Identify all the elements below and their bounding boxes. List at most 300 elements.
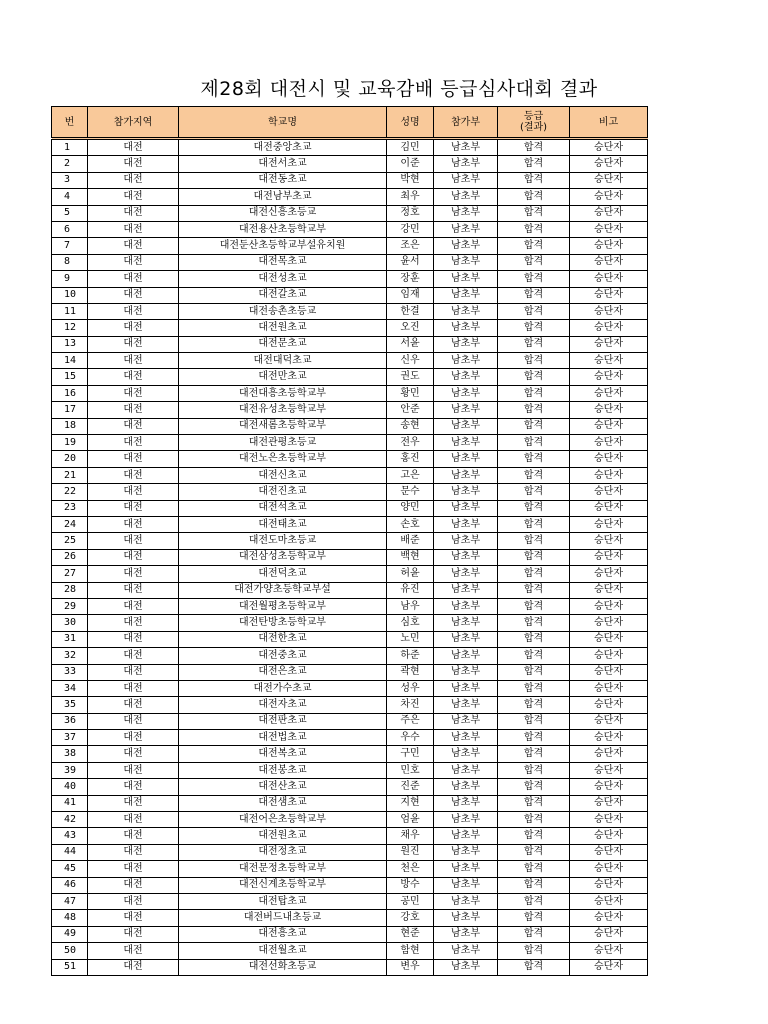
results-table bbox=[51, 106, 648, 976]
cell-school: 대전샘초교 bbox=[179, 795, 387, 811]
cell-note: 승단자 bbox=[570, 353, 648, 369]
cell-event: 남초부 bbox=[434, 812, 498, 828]
cell-school: 대전탑초교 bbox=[179, 893, 387, 909]
table-row bbox=[52, 598, 648, 614]
cell-event: 남초부 bbox=[434, 549, 498, 565]
cell-no: 25 bbox=[52, 533, 88, 549]
table-row bbox=[52, 254, 648, 270]
cell-school: 대전월평초등학교부 bbox=[179, 598, 387, 614]
cell-grade: 합격 bbox=[498, 910, 570, 926]
cell-no: 47 bbox=[52, 893, 88, 909]
cell-name: 차진 bbox=[387, 697, 434, 713]
cell-no: 29 bbox=[52, 598, 88, 614]
table-row bbox=[52, 271, 648, 287]
cell-name: 노민 bbox=[387, 631, 434, 647]
cell-region: 대전 bbox=[88, 566, 179, 582]
cell-event: 남초부 bbox=[434, 320, 498, 336]
cell-school: 대전중초교 bbox=[179, 648, 387, 664]
cell-region: 대전 bbox=[88, 582, 179, 598]
cell-name: 심호 bbox=[387, 615, 434, 631]
cell-note: 승단자 bbox=[570, 713, 648, 729]
header-grade-line1: 등급 bbox=[523, 111, 544, 122]
cell-grade: 합격 bbox=[498, 369, 570, 385]
cell-grade: 합격 bbox=[498, 467, 570, 483]
cell-school: 대전대덕초교 bbox=[179, 353, 387, 369]
cell-name: 홍진 bbox=[387, 451, 434, 467]
header-no: 번 bbox=[52, 107, 88, 139]
cell-no: 9 bbox=[52, 271, 88, 287]
table-row bbox=[52, 221, 648, 237]
cell-grade: 합격 bbox=[498, 238, 570, 254]
cell-event: 남초부 bbox=[434, 680, 498, 696]
page-title: 제28회 대전시 및 교육감배 등급심사대회 결과 bbox=[200, 78, 598, 100]
cell-school: 대전문정초등학교부 bbox=[179, 861, 387, 877]
cell-note: 승단자 bbox=[570, 730, 648, 746]
cell-school: 대전버드내초등교 bbox=[179, 910, 387, 926]
table-row bbox=[52, 615, 648, 631]
cell-no: 12 bbox=[52, 320, 88, 336]
table-row bbox=[52, 861, 648, 877]
cell-name: 정호 bbox=[387, 205, 434, 221]
cell-name: 손호 bbox=[387, 516, 434, 532]
cell-school: 대전문초교 bbox=[179, 336, 387, 352]
cell-school: 대전중앙초교 bbox=[179, 139, 387, 156]
cell-region: 대전 bbox=[88, 189, 179, 205]
cell-event: 남초부 bbox=[434, 287, 498, 303]
table-row bbox=[52, 435, 648, 451]
table-row bbox=[52, 631, 648, 647]
cell-region: 대전 bbox=[88, 418, 179, 434]
cell-note: 승단자 bbox=[570, 467, 648, 483]
cell-school: 대전갈초교 bbox=[179, 287, 387, 303]
cell-school: 대전둔산초등학교부설유치원 bbox=[179, 238, 387, 254]
cell-name: 천은 bbox=[387, 861, 434, 877]
cell-name: 송현 bbox=[387, 418, 434, 434]
cell-school: 대전관평초등교 bbox=[179, 435, 387, 451]
cell-name: 임재 bbox=[387, 287, 434, 303]
cell-event: 남초부 bbox=[434, 500, 498, 516]
cell-grade: 합격 bbox=[498, 254, 570, 270]
table-row bbox=[52, 402, 648, 418]
cell-name: 원진 bbox=[387, 844, 434, 860]
cell-region: 대전 bbox=[88, 254, 179, 270]
cell-name: 서윤 bbox=[387, 336, 434, 352]
cell-no: 2 bbox=[52, 156, 88, 172]
cell-note: 승단자 bbox=[570, 828, 648, 844]
cell-event: 남초부 bbox=[434, 254, 498, 270]
cell-no: 41 bbox=[52, 795, 88, 811]
cell-grade: 합격 bbox=[498, 680, 570, 696]
cell-note: 승단자 bbox=[570, 910, 648, 926]
cell-no: 7 bbox=[52, 238, 88, 254]
cell-note: 승단자 bbox=[570, 336, 648, 352]
cell-event: 남초부 bbox=[434, 828, 498, 844]
table-row bbox=[52, 287, 648, 303]
table-row bbox=[52, 172, 648, 188]
cell-school: 대전가수초교 bbox=[179, 680, 387, 696]
cell-event: 남초부 bbox=[434, 516, 498, 532]
cell-no: 26 bbox=[52, 549, 88, 565]
cell-school: 대전한초교 bbox=[179, 631, 387, 647]
table-row bbox=[52, 779, 648, 795]
cell-grade: 합격 bbox=[498, 812, 570, 828]
cell-no: 14 bbox=[52, 353, 88, 369]
cell-event: 남초부 bbox=[434, 533, 498, 549]
cell-name: 장훈 bbox=[387, 271, 434, 287]
cell-note: 승단자 bbox=[570, 795, 648, 811]
cell-school: 대전노은초등학교부 bbox=[179, 451, 387, 467]
table-row bbox=[52, 697, 648, 713]
table-row bbox=[52, 353, 648, 369]
cell-no: 36 bbox=[52, 713, 88, 729]
cell-event: 남초부 bbox=[434, 893, 498, 909]
cell-no: 42 bbox=[52, 812, 88, 828]
cell-no: 19 bbox=[52, 435, 88, 451]
header-note: 비고 bbox=[570, 107, 648, 139]
cell-note: 승단자 bbox=[570, 189, 648, 205]
cell-region: 대전 bbox=[88, 205, 179, 221]
cell-no: 34 bbox=[52, 680, 88, 696]
cell-event: 남초부 bbox=[434, 205, 498, 221]
cell-school: 대전신계초등학교부 bbox=[179, 877, 387, 893]
cell-name: 변우 bbox=[387, 959, 434, 975]
cell-note: 승단자 bbox=[570, 762, 648, 778]
cell-grade: 합격 bbox=[498, 566, 570, 582]
cell-school: 대전원초교 bbox=[179, 320, 387, 336]
cell-note: 승단자 bbox=[570, 943, 648, 959]
header-event: 참가부 bbox=[434, 107, 498, 139]
cell-name: 강민 bbox=[387, 221, 434, 237]
cell-note: 승단자 bbox=[570, 287, 648, 303]
cell-no: 32 bbox=[52, 648, 88, 664]
cell-note: 승단자 bbox=[570, 484, 648, 500]
cell-no: 33 bbox=[52, 664, 88, 680]
cell-note: 승단자 bbox=[570, 664, 648, 680]
cell-name: 채우 bbox=[387, 828, 434, 844]
cell-note: 승단자 bbox=[570, 844, 648, 860]
cell-no: 45 bbox=[52, 861, 88, 877]
cell-grade: 합격 bbox=[498, 435, 570, 451]
cell-grade: 합격 bbox=[498, 893, 570, 909]
table-row bbox=[52, 582, 648, 598]
table-row bbox=[52, 893, 648, 909]
table-row bbox=[52, 369, 648, 385]
cell-name: 박현 bbox=[387, 172, 434, 188]
cell-school: 대전덕초교 bbox=[179, 566, 387, 582]
cell-grade: 합격 bbox=[498, 828, 570, 844]
cell-region: 대전 bbox=[88, 533, 179, 549]
cell-school: 대전석초교 bbox=[179, 500, 387, 516]
table-row bbox=[52, 664, 648, 680]
cell-note: 승단자 bbox=[570, 402, 648, 418]
cell-event: 남초부 bbox=[434, 664, 498, 680]
cell-grade: 합격 bbox=[498, 418, 570, 434]
cell-school: 대전유성초등학교부 bbox=[179, 402, 387, 418]
cell-no: 46 bbox=[52, 877, 88, 893]
cell-event: 남초부 bbox=[434, 861, 498, 877]
cell-note: 승단자 bbox=[570, 615, 648, 631]
header-region: 참가지역 bbox=[88, 107, 179, 139]
cell-name: 백현 bbox=[387, 549, 434, 565]
cell-name: 유진 bbox=[387, 582, 434, 598]
cell-event: 남초부 bbox=[434, 844, 498, 860]
cell-note: 승단자 bbox=[570, 648, 648, 664]
cell-no: 38 bbox=[52, 746, 88, 762]
cell-region: 대전 bbox=[88, 893, 179, 909]
header-grade bbox=[498, 107, 570, 139]
cell-event: 남초부 bbox=[434, 598, 498, 614]
cell-event: 남초부 bbox=[434, 615, 498, 631]
cell-note: 승단자 bbox=[570, 435, 648, 451]
cell-grade: 합격 bbox=[498, 861, 570, 877]
cell-no: 28 bbox=[52, 582, 88, 598]
cell-event: 남초부 bbox=[434, 139, 498, 156]
cell-region: 대전 bbox=[88, 680, 179, 696]
table-row bbox=[52, 336, 648, 352]
cell-school: 대전산초교 bbox=[179, 779, 387, 795]
cell-note: 승단자 bbox=[570, 697, 648, 713]
table-row bbox=[52, 713, 648, 729]
cell-region: 대전 bbox=[88, 730, 179, 746]
cell-region: 대전 bbox=[88, 697, 179, 713]
table-row bbox=[52, 795, 648, 811]
cell-note: 승단자 bbox=[570, 861, 648, 877]
cell-note: 승단자 bbox=[570, 500, 648, 516]
table-row bbox=[52, 418, 648, 434]
cell-no: 22 bbox=[52, 484, 88, 500]
table-row bbox=[52, 238, 648, 254]
cell-name: 한결 bbox=[387, 303, 434, 319]
cell-school: 대전동초교 bbox=[179, 172, 387, 188]
cell-note: 승단자 bbox=[570, 533, 648, 549]
cell-grade: 합격 bbox=[498, 762, 570, 778]
cell-region: 대전 bbox=[88, 320, 179, 336]
cell-name: 주은 bbox=[387, 713, 434, 729]
cell-no: 48 bbox=[52, 910, 88, 926]
cell-no: 44 bbox=[52, 844, 88, 860]
cell-school: 대전은초교 bbox=[179, 664, 387, 680]
cell-name: 양민 bbox=[387, 500, 434, 516]
cell-note: 승단자 bbox=[570, 779, 648, 795]
cell-grade: 합격 bbox=[498, 582, 570, 598]
cell-grade: 합격 bbox=[498, 336, 570, 352]
table-row bbox=[52, 910, 648, 926]
cell-note: 승단자 bbox=[570, 320, 648, 336]
cell-note: 승단자 bbox=[570, 926, 648, 942]
cell-region: 대전 bbox=[88, 795, 179, 811]
table-row bbox=[52, 484, 648, 500]
cell-region: 대전 bbox=[88, 402, 179, 418]
cell-no: 30 bbox=[52, 615, 88, 631]
cell-region: 대전 bbox=[88, 451, 179, 467]
cell-grade: 합격 bbox=[498, 713, 570, 729]
cell-name: 구민 bbox=[387, 746, 434, 762]
cell-event: 남초부 bbox=[434, 779, 498, 795]
cell-event: 남초부 bbox=[434, 435, 498, 451]
cell-school: 대전봉초교 bbox=[179, 762, 387, 778]
cell-note: 승단자 bbox=[570, 566, 648, 582]
cell-note: 승단자 bbox=[570, 959, 648, 975]
cell-event: 남초부 bbox=[434, 910, 498, 926]
cell-region: 대전 bbox=[88, 615, 179, 631]
cell-event: 남초부 bbox=[434, 795, 498, 811]
table-row bbox=[52, 566, 648, 582]
cell-no: 4 bbox=[52, 189, 88, 205]
cell-school: 대전용산초등학교부 bbox=[179, 221, 387, 237]
cell-grade: 합격 bbox=[498, 533, 570, 549]
cell-region: 대전 bbox=[88, 221, 179, 237]
table-row bbox=[52, 648, 648, 664]
table-row bbox=[52, 385, 648, 401]
cell-event: 남초부 bbox=[434, 877, 498, 893]
cell-region: 대전 bbox=[88, 959, 179, 975]
cell-event: 남초부 bbox=[434, 385, 498, 401]
cell-school: 대전진초교 bbox=[179, 484, 387, 500]
cell-name: 지현 bbox=[387, 795, 434, 811]
cell-name: 고은 bbox=[387, 467, 434, 483]
cell-event: 남초부 bbox=[434, 189, 498, 205]
table-row bbox=[52, 943, 648, 959]
cell-region: 대전 bbox=[88, 812, 179, 828]
cell-event: 남초부 bbox=[434, 484, 498, 500]
cell-no: 51 bbox=[52, 959, 88, 975]
cell-grade: 합격 bbox=[498, 664, 570, 680]
cell-note: 승단자 bbox=[570, 418, 648, 434]
cell-region: 대전 bbox=[88, 353, 179, 369]
cell-note: 승단자 bbox=[570, 238, 648, 254]
cell-name: 안준 bbox=[387, 402, 434, 418]
cell-region: 대전 bbox=[88, 156, 179, 172]
cell-event: 남초부 bbox=[434, 156, 498, 172]
cell-name: 함현 bbox=[387, 943, 434, 959]
cell-no: 21 bbox=[52, 467, 88, 483]
table-row bbox=[52, 156, 648, 172]
cell-name: 문수 bbox=[387, 484, 434, 500]
cell-name: 배준 bbox=[387, 533, 434, 549]
cell-region: 대전 bbox=[88, 779, 179, 795]
cell-name: 윤서 bbox=[387, 254, 434, 270]
cell-name: 최우 bbox=[387, 189, 434, 205]
cell-name: 공민 bbox=[387, 893, 434, 909]
cell-name: 전우 bbox=[387, 435, 434, 451]
cell-school: 대전원초교 bbox=[179, 828, 387, 844]
cell-school: 대전남부초교 bbox=[179, 189, 387, 205]
cell-grade: 합격 bbox=[498, 172, 570, 188]
cell-no: 24 bbox=[52, 516, 88, 532]
cell-school: 대전신초교 bbox=[179, 467, 387, 483]
cell-region: 대전 bbox=[88, 500, 179, 516]
cell-no: 37 bbox=[52, 730, 88, 746]
cell-grade: 합격 bbox=[498, 779, 570, 795]
cell-region: 대전 bbox=[88, 238, 179, 254]
cell-note: 승단자 bbox=[570, 303, 648, 319]
cell-name: 남우 bbox=[387, 598, 434, 614]
cell-grade: 합격 bbox=[498, 139, 570, 156]
cell-note: 승단자 bbox=[570, 680, 648, 696]
table-row bbox=[52, 533, 648, 549]
cell-event: 남초부 bbox=[434, 762, 498, 778]
cell-note: 승단자 bbox=[570, 139, 648, 156]
table-row bbox=[52, 139, 648, 156]
cell-note: 승단자 bbox=[570, 582, 648, 598]
cell-event: 남초부 bbox=[434, 566, 498, 582]
cell-grade: 합격 bbox=[498, 844, 570, 860]
cell-event: 남초부 bbox=[434, 303, 498, 319]
cell-no: 1 bbox=[52, 139, 88, 156]
cell-name: 진준 bbox=[387, 779, 434, 795]
cell-region: 대전 bbox=[88, 303, 179, 319]
cell-name: 오진 bbox=[387, 320, 434, 336]
cell-school: 대전정초교 bbox=[179, 844, 387, 860]
cell-region: 대전 bbox=[88, 435, 179, 451]
cell-no: 13 bbox=[52, 336, 88, 352]
cell-name: 성우 bbox=[387, 680, 434, 696]
cell-region: 대전 bbox=[88, 648, 179, 664]
cell-region: 대전 bbox=[88, 336, 179, 352]
cell-name: 허윤 bbox=[387, 566, 434, 582]
cell-region: 대전 bbox=[88, 861, 179, 877]
cell-note: 승단자 bbox=[570, 812, 648, 828]
cell-event: 남초부 bbox=[434, 730, 498, 746]
cell-note: 승단자 bbox=[570, 369, 648, 385]
cell-name: 하준 bbox=[387, 648, 434, 664]
table-row bbox=[52, 844, 648, 860]
cell-name: 이준 bbox=[387, 156, 434, 172]
cell-no: 15 bbox=[52, 369, 88, 385]
cell-no: 8 bbox=[52, 254, 88, 270]
cell-grade: 합격 bbox=[498, 303, 570, 319]
header-name: 성명 bbox=[387, 107, 434, 139]
cell-grade: 합격 bbox=[498, 402, 570, 418]
cell-grade: 합격 bbox=[498, 221, 570, 237]
table-row bbox=[52, 500, 648, 516]
cell-event: 남초부 bbox=[434, 402, 498, 418]
cell-no: 23 bbox=[52, 500, 88, 516]
cell-no: 39 bbox=[52, 762, 88, 778]
cell-event: 남초부 bbox=[434, 697, 498, 713]
cell-region: 대전 bbox=[88, 549, 179, 565]
cell-no: 31 bbox=[52, 631, 88, 647]
cell-name: 신우 bbox=[387, 353, 434, 369]
cell-name: 현준 bbox=[387, 926, 434, 942]
cell-grade: 합격 bbox=[498, 697, 570, 713]
cell-school: 대전판초교 bbox=[179, 713, 387, 729]
cell-region: 대전 bbox=[88, 369, 179, 385]
cell-no: 35 bbox=[52, 697, 88, 713]
cell-no: 6 bbox=[52, 221, 88, 237]
cell-school: 대전송촌초등교 bbox=[179, 303, 387, 319]
cell-school: 대전태초교 bbox=[179, 516, 387, 532]
cell-name: 방수 bbox=[387, 877, 434, 893]
cell-school: 대전월초교 bbox=[179, 943, 387, 959]
cell-region: 대전 bbox=[88, 713, 179, 729]
cell-school: 대전어은초등학교부 bbox=[179, 812, 387, 828]
cell-region: 대전 bbox=[88, 926, 179, 942]
cell-name: 황민 bbox=[387, 385, 434, 401]
cell-grade: 합격 bbox=[498, 451, 570, 467]
cell-note: 승단자 bbox=[570, 516, 648, 532]
cell-event: 남초부 bbox=[434, 221, 498, 237]
cell-no: 27 bbox=[52, 566, 88, 582]
cell-event: 남초부 bbox=[434, 418, 498, 434]
cell-no: 50 bbox=[52, 943, 88, 959]
cell-note: 승단자 bbox=[570, 598, 648, 614]
cell-grade: 합격 bbox=[498, 320, 570, 336]
table-row bbox=[52, 516, 648, 532]
cell-grade: 합격 bbox=[498, 959, 570, 975]
cell-note: 승단자 bbox=[570, 221, 648, 237]
cell-region: 대전 bbox=[88, 467, 179, 483]
